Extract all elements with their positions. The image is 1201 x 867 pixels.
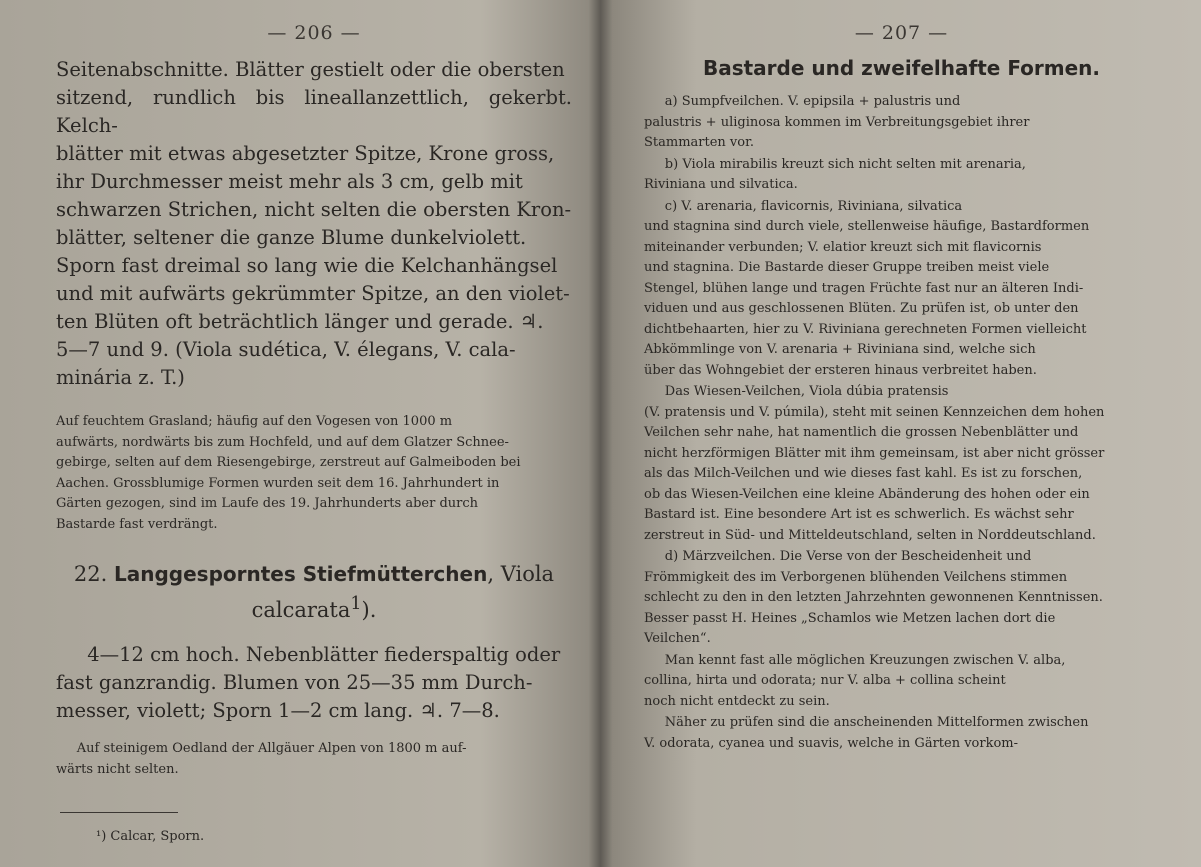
text-line: aufwärts, nordwärts bis zum Hochfeld, und auf dem Glatzer Schnee- — [56, 434, 509, 450]
species-latin-name-2: calcarata — [251, 598, 351, 622]
text-line: miteinander verbunden; V. elatior kreuzt sich mit flavicornis — [644, 239, 1042, 255]
text-line: als das Milch-Veilchen und wie dieses fast kahl. Es ist zu forschen, — [644, 466, 1083, 481]
text-line: ihr Durchmesser meist mehr als 3 cm, gelb mit — [56, 170, 523, 193]
text-line: Auf steinigem Oedland der Allgäuer Alpen von 1800 m auf- — [76, 741, 467, 756]
text-line: d) Märzveilchen. Die Verse von der Bescheidenheit und — [664, 549, 1032, 564]
text-line: a) Sumpfveilchen. V. epipsila + palustris und — [664, 94, 961, 109]
left-description — [56, 56, 572, 392]
text-line: Stengel, blühen lange und tragen Früchte fast nur an älteren Indi- — [644, 280, 1084, 296]
section-title: Bastarde und zweifelhafte Formen. — [702, 56, 1101, 80]
text-line: ob das Wiesen-Veilchen eine kleine Abänderung des hohen oder ein — [644, 486, 1090, 502]
species-heading-end: ). — [361, 598, 377, 622]
text-line: Riviniana und silvatica. — [644, 177, 798, 192]
text-line: über das Wohngebiet der ersteren hinaus verbreitet haben. — [644, 362, 1037, 378]
text-line: Man kennt fast alle möglichen Kreuzungen zwischen V. alba, — [664, 652, 1066, 668]
left-page-number: — 206 — — [267, 22, 361, 44]
text-line: blätter, seltener die ganze Blume dunkelviolett. — [56, 226, 527, 249]
paragraph-mittelformen — [644, 713, 1159, 754]
text-line: Abkömmlinge von V. arenaria + Riviniana sind, welche sich — [644, 342, 1036, 357]
left-page — [0, 0, 598, 867]
text-line: und stagnina. Die Bastarde dieser Gruppe treiben meist viele — [644, 260, 1050, 275]
text-line: noch nicht entdeckt zu sein. — [644, 693, 830, 709]
text-line: schwarzen Strichen, nicht selten die obersten Kron- — [56, 198, 572, 221]
text-line: Stammarten vor. — [644, 135, 755, 150]
text-line: Näher zu prüfen sind die anscheinenden Mittelformen zwischen — [664, 715, 1089, 730]
text-line: blätter mit etwas abgesetzter Spitze, Krone gross, — [56, 142, 555, 165]
text-line: (V. pratensis und V. púmila), steht mit seinen Kennzeichen dem hohen — [644, 404, 1105, 420]
footnote: ¹) Calcar, Sporn. — [96, 829, 205, 844]
text-line: minária z. T.) — [56, 366, 185, 389]
paragraph-kreuzungen — [644, 651, 1159, 713]
text-line: dichtbehaarten, hier zu V. Riviniana gerechneten Formen vielleicht — [644, 321, 1087, 337]
text-line: Veilchen“. — [644, 631, 711, 646]
right-page — [606, 0, 1201, 867]
text-line: schlecht zu den in den letzten Jahrzehnten gewonnenen Kenntnissen. — [644, 590, 1103, 605]
text-line: Frömmigkeit des im Verborgenen blühenden Veilchens stimmen — [644, 569, 1068, 585]
species-description — [56, 641, 572, 725]
text-line: Bastard ist. Eine besondere Art ist es schwerlich. Es wächst sehr — [644, 507, 1074, 522]
text-line: und stagnina sind durch viele, stellenweise häufige, Bastardformen — [644, 219, 1090, 234]
text-line: V. odorata, cyanea und suavis, welche in Gärten vorkom- — [644, 735, 1019, 751]
species-latin-name: Viola — [500, 562, 555, 586]
text-line: Veilchen sehr nahe, hat namentlich die grossen Nebenblätter und — [644, 425, 1079, 440]
paragraph-a — [644, 92, 1159, 154]
species-number: 22. — [73, 562, 108, 586]
text-line: Aachen. Grossblumige Formen wurden seit dem 16. Jahrhundert in — [56, 475, 500, 491]
text-line: 5—7 und 9. (Viola sudética, V. élegans, V. cala- — [56, 338, 516, 361]
paragraph-b — [644, 155, 1159, 196]
text-line: Sporn fast dreimal so lang wie die Kelchanhängsel — [56, 254, 558, 277]
text-line: Auf feuchtem Grasland; häufig auf den Vogesen von 1000 m — [56, 414, 453, 429]
text-line: und mit aufwärts gekrümmter Spitze, an den violet- — [56, 282, 570, 305]
text-line: Gärten gezogen, sind im Laufe des 19. Jahrhunderts aber durch — [56, 496, 479, 511]
text-line: fast ganzrandig. Blumen von 25—35 mm Durch- — [56, 671, 533, 694]
footnote-mark: 1 — [350, 594, 362, 614]
text-line: Das Wiesen-Veilchen, Viola dúbia pratensis — [664, 384, 949, 399]
text-line: sitzend, rundlich bis lineallanzettlich, gekerbt. Kelch- — [56, 86, 572, 137]
text-line: Seitenabschnitte. Blätter gestielt oder die obersten — [56, 58, 565, 81]
text-line: 4—12 cm hoch. Nebenblätter fiederspaltig oder — [87, 643, 561, 666]
paragraph-d — [644, 547, 1159, 650]
text-line: wärts nicht selten. — [56, 761, 179, 777]
species-heading — [56, 559, 572, 625]
text-line: Besser passt H. Heines „Schamlos wie Metzen lachen dort die — [644, 610, 1056, 626]
footnote-rule — [60, 812, 178, 813]
text-line: gebirge, selten auf dem Riesengebirge, zerstreut auf Galmeiboden bei — [56, 455, 521, 470]
text-line: viduen und aus geschlossenen Blüten. Zu prüfen ist, ob unter den — [644, 301, 1079, 316]
text-line: collina, hirta und odorata; nur V. alba + collina scheint — [644, 673, 1006, 688]
left-habitat — [56, 412, 572, 535]
species-common-name: Langgesporntes Stiefmütterchen — [113, 562, 488, 586]
text-line: messer, violett; Sporn 1—2 cm lang. ♃. 7—8. — [56, 699, 500, 722]
paragraph-wiesen-veilchen — [644, 382, 1159, 546]
text-line: c) V. arenaria, flavicornis, Riviniana, silvatica — [664, 198, 963, 214]
text-line: zerstreut in Süd- und Mitteldeutschland, selten in Norddeutschland. — [644, 527, 1096, 543]
species-separator: , — [487, 562, 501, 586]
right-page-number: — 207 — — [854, 22, 949, 44]
paragraph-c — [644, 197, 1159, 382]
text-line: b) Viola mirabilis kreuzt sich nicht selten mit arenaria, — [664, 156, 1026, 172]
text-line: nicht herzförmigen Blätter mit ihm gemeinsam, ist aber nicht grösser — [644, 445, 1105, 461]
species-habitat — [56, 739, 572, 780]
text-line: ten Blüten oft beträchtlich länger und gerade. ♃. — [56, 310, 544, 333]
text-line: Bastarde fast verdrängt. — [56, 516, 218, 532]
text-line: palustris + uliginosa kommen im Verbreitungsgebiet ihrer — [644, 114, 1030, 130]
